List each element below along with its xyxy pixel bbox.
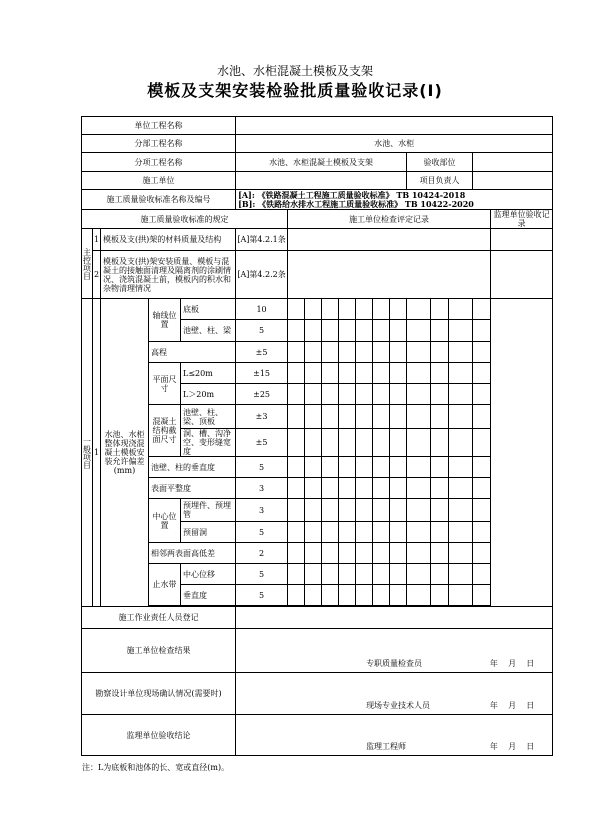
check-cell[interactable]: [449, 405, 473, 429]
project-manager-value[interactable]: [473, 172, 553, 190]
check-cell[interactable]: [373, 478, 390, 499]
check-cell[interactable]: [431, 384, 449, 405]
check-cell[interactable]: [305, 384, 322, 405]
check-cell[interactable]: [407, 564, 431, 585]
check-cell[interactable]: [390, 564, 407, 585]
unit-project-value[interactable]: [236, 117, 553, 135]
check-cell[interactable]: [407, 457, 431, 478]
check-cell[interactable]: [356, 429, 373, 457]
vertical-label: 池壁、柱的垂直度: [149, 457, 236, 478]
check-cell[interactable]: [305, 405, 322, 429]
waterstop-b-label: 垂直度: [181, 585, 236, 606]
check-cell[interactable]: [356, 363, 373, 384]
check-cell[interactable]: [431, 478, 449, 499]
construction-check-column-header: 施工单位检查评定记录: [288, 210, 491, 229]
acceptance-part-value[interactable]: [473, 153, 553, 172]
check-cell[interactable]: [449, 522, 473, 543]
supervision-signature-line: [236, 742, 552, 751]
subdivision-project-value[interactable]: 水池、水柜混凝土模板及支架: [236, 153, 407, 172]
check-cell[interactable]: [473, 585, 491, 606]
check-cell[interactable]: [339, 522, 356, 543]
check-cell[interactable]: [473, 320, 491, 342]
check-cell[interactable]: [449, 478, 473, 499]
section-b-label: 洞、槽、沟净空、变形缝宽度: [181, 429, 236, 457]
check-cell[interactable]: [473, 522, 491, 543]
check-cell[interactable]: [356, 499, 373, 522]
check-cell[interactable]: [431, 564, 449, 585]
check-cell[interactable]: [373, 363, 390, 384]
check-cell[interactable]: [305, 429, 322, 457]
check-cell[interactable]: [431, 299, 449, 320]
center-b-label: 预留洞: [181, 522, 236, 543]
check-cell[interactable]: [407, 585, 431, 606]
check-cell[interactable]: [390, 320, 407, 342]
general-group-label: 水池、水柜整体现浇混凝土模板安装允许偏差(mm): [101, 299, 149, 607]
check-cell[interactable]: [288, 342, 305, 363]
check-cell[interactable]: [356, 320, 373, 342]
check-cell[interactable]: [322, 299, 339, 320]
check-cell[interactable]: [339, 342, 356, 363]
check-cell[interactable]: [305, 543, 322, 564]
check-cell[interactable]: [473, 363, 491, 384]
main-control-label: 主控项目: [82, 229, 93, 299]
tolerance-value: ±25: [236, 384, 288, 405]
month-label: 月: [508, 701, 517, 710]
check-cell[interactable]: [339, 585, 356, 606]
worker-registry-label: 施工作业责任人员登记: [82, 607, 236, 629]
check-cell[interactable]: [431, 522, 449, 543]
check-cell[interactable]: [473, 405, 491, 429]
check-cell[interactable]: [288, 363, 305, 384]
check-cell[interactable]: [407, 543, 431, 564]
check-cell[interactable]: [473, 342, 491, 363]
unit-project-label: 单位工程名称: [82, 117, 236, 135]
plane-l1-label: L≤20m: [181, 363, 236, 384]
construction-unit-label: 施工单位: [82, 172, 236, 190]
check-cell[interactable]: [373, 499, 390, 522]
check-cell[interactable]: [305, 342, 322, 363]
elevation-label: 高程: [149, 342, 236, 363]
check-cell[interactable]: [473, 478, 491, 499]
check-cell[interactable]: [449, 429, 473, 457]
construction-result-label: 施工单位检查结果: [82, 629, 236, 673]
tolerance-value: 2: [236, 543, 288, 564]
tolerance-value: ±5: [236, 429, 288, 457]
check-cell[interactable]: [356, 522, 373, 543]
spec-column-header: 施工质量验收标准的规定: [82, 210, 288, 229]
check-cell[interactable]: [322, 478, 339, 499]
check-cell[interactable]: [356, 585, 373, 606]
check-cell[interactable]: [339, 543, 356, 564]
center-a-label: 预埋件、预埋管: [181, 499, 236, 522]
waterstop-a-label: 中心位移: [181, 564, 236, 585]
survey-design-value[interactable]: [236, 673, 553, 715]
main-item-check[interactable]: [288, 229, 491, 251]
form-title: 模板及支架安装检验批质量验收记录(Ⅰ): [147, 81, 443, 100]
check-cell[interactable]: [305, 457, 322, 478]
check-cell[interactable]: [449, 320, 473, 342]
day-label: 日: [526, 701, 535, 710]
check-cell[interactable]: [449, 363, 473, 384]
check-cell[interactable]: [373, 405, 390, 429]
standard-b: [B]: 《铁路给水排水工程施工质量验收标准》 TB 10422-2020: [238, 198, 474, 209]
check-cell[interactable]: [356, 299, 373, 320]
month-label: 月: [508, 742, 517, 751]
general-items-label: 一般项目: [82, 299, 93, 607]
check-cell[interactable]: [390, 585, 407, 606]
check-cell[interactable]: [305, 499, 322, 522]
check-cell[interactable]: [390, 299, 407, 320]
quality-inspector-label: 专职质量检查员: [366, 659, 423, 668]
day-label: 日: [526, 659, 535, 668]
check-cell[interactable]: [390, 499, 407, 522]
check-cell[interactable]: [339, 299, 356, 320]
check-cell[interactable]: [431, 320, 449, 342]
check-cell[interactable]: [431, 543, 449, 564]
subdivision-project-label: 分项工程名称: [82, 153, 236, 172]
year-label: 年: [489, 659, 498, 668]
general-item-no: 1: [93, 299, 101, 607]
month-label: 月: [508, 659, 517, 668]
check-cell[interactable]: [339, 384, 356, 405]
check-cell[interactable]: [288, 585, 305, 606]
check-cell[interactable]: [288, 429, 305, 457]
check-cell[interactable]: [356, 457, 373, 478]
check-cell[interactable]: [390, 478, 407, 499]
check-cell[interactable]: [356, 543, 373, 564]
main-item-ref: [A]第4.2.2条: [236, 251, 288, 299]
check-cell[interactable]: [473, 384, 491, 405]
tolerance-value: ±15: [236, 363, 288, 384]
check-cell[interactable]: [373, 320, 390, 342]
construction-unit-value[interactable]: [236, 172, 407, 190]
construction-result-value[interactable]: [236, 629, 553, 673]
adjacent-label: 相邻两表面高低差: [149, 543, 236, 564]
check-cell[interactable]: [288, 320, 305, 342]
worker-registry-value[interactable]: [236, 607, 553, 629]
year-label: 年: [489, 742, 498, 751]
survey-signature-line: [236, 701, 552, 710]
tolerance-value: 5: [236, 320, 288, 342]
tolerance-value: 3: [236, 478, 288, 499]
check-cell[interactable]: [322, 585, 339, 606]
form-subtitle: 水池、水柜混凝土模板及支架: [216, 64, 373, 78]
tolerance-value: 5: [236, 457, 288, 478]
check-cell[interactable]: [322, 564, 339, 585]
check-cell[interactable]: [339, 564, 356, 585]
footnote: 注：L为底板和池体的长、宽或直径(m)。: [82, 763, 230, 772]
axis-wall-label: 池壁、柱、梁: [181, 320, 236, 342]
check-cell[interactable]: [390, 457, 407, 478]
check-cell[interactable]: [322, 320, 339, 342]
check-cell[interactable]: [449, 543, 473, 564]
waterstop-label: 止水带: [149, 564, 181, 606]
tolerance-value: 5: [236, 585, 288, 606]
check-cell[interactable]: [449, 384, 473, 405]
check-cell[interactable]: [322, 384, 339, 405]
check-cell[interactable]: [339, 429, 356, 457]
check-cell[interactable]: [473, 564, 491, 585]
check-cell[interactable]: [288, 299, 305, 320]
check-cell[interactable]: [473, 543, 491, 564]
center-position-label: 中心位置: [149, 499, 181, 543]
check-cell[interactable]: [407, 320, 431, 342]
check-cell[interactable]: [473, 429, 491, 457]
tolerance-value: 3: [236, 499, 288, 522]
axis-bottom-label: 底板: [181, 299, 236, 320]
check-cell[interactable]: [356, 384, 373, 405]
tolerance-value: ±3: [236, 405, 288, 429]
check-cell[interactable]: [390, 429, 407, 457]
check-cell[interactable]: [322, 499, 339, 522]
date-line: [490, 659, 534, 668]
acceptance-form-table: [81, 116, 553, 756]
check-cell[interactable]: [407, 342, 431, 363]
main-item-text: 模板及支(拱)架的材料质量及结构: [101, 229, 236, 251]
check-cell[interactable]: [473, 457, 491, 478]
section-size-label: 混凝土结构截面尺寸: [149, 405, 181, 457]
axis-position-label: 轴线位置: [149, 299, 181, 342]
section-a-label: 池壁、柱、梁、顶板: [181, 405, 236, 429]
plane-size-label: 平面尺寸: [149, 363, 181, 405]
plane-l2-label: L＞20m: [181, 384, 236, 405]
check-cell[interactable]: [339, 363, 356, 384]
check-cell[interactable]: [339, 320, 356, 342]
check-cell[interactable]: [407, 363, 431, 384]
check-cell[interactable]: [305, 564, 322, 585]
check-cell[interactable]: [390, 384, 407, 405]
construction-signature-line: [236, 659, 552, 668]
project-manager-label: 项目负责人: [407, 172, 473, 190]
check-cell[interactable]: [288, 405, 305, 429]
tech-person-label: 现场专业技术人员: [366, 701, 431, 710]
date-line: [490, 701, 534, 710]
check-cell[interactable]: [288, 384, 305, 405]
check-cell[interactable]: [373, 522, 390, 543]
tolerance-value: 10: [236, 299, 288, 320]
check-cell[interactable]: [473, 299, 491, 320]
main-item-check[interactable]: [288, 251, 491, 299]
check-cell[interactable]: [407, 499, 431, 522]
supervision-column-header: 监理单位验收记录: [491, 210, 553, 229]
main-item-supervision[interactable]: [491, 251, 553, 299]
tolerance-value: 5: [236, 564, 288, 585]
check-cell[interactable]: [288, 457, 305, 478]
check-cell[interactable]: [431, 429, 449, 457]
check-cell[interactable]: [390, 363, 407, 384]
main-item-text: 模板及支(拱)架安装质量、模板与混凝土的接触面清理及隔离剂的涂刷情况、浇筑混凝土前，模板内的积水和杂物清理情况: [101, 251, 236, 299]
standard-a: [A]: 《铁路混凝土工程施工质量验收标准》 TB 10424-2018: [238, 189, 466, 200]
check-cell[interactable]: [431, 457, 449, 478]
standard-list: [236, 190, 553, 210]
check-cell[interactable]: [322, 429, 339, 457]
check-cell[interactable]: [339, 499, 356, 522]
check-cell[interactable]: [407, 299, 431, 320]
acceptance-part-label: 验收部位: [407, 153, 473, 172]
check-cell[interactable]: [339, 478, 356, 499]
check-cell[interactable]: [288, 522, 305, 543]
survey-design-label: 勘察设计单位现场确认情况(需要时): [82, 673, 236, 715]
check-cell[interactable]: [373, 585, 390, 606]
check-cell[interactable]: [288, 499, 305, 522]
standard-label: 施工质量验收标准名称及编号: [82, 190, 236, 210]
check-cell[interactable]: [449, 585, 473, 606]
check-cell[interactable]: [356, 564, 373, 585]
check-cell[interactable]: [322, 405, 339, 429]
main-item-no: 1: [93, 229, 101, 251]
check-cell[interactable]: [431, 499, 449, 522]
check-cell[interactable]: [473, 499, 491, 522]
check-cell[interactable]: [322, 363, 339, 384]
check-cell[interactable]: [431, 363, 449, 384]
check-cell[interactable]: [356, 405, 373, 429]
check-cell[interactable]: [407, 405, 431, 429]
date-line: [490, 742, 534, 751]
main-item-ref: [A]第4.2.1条: [236, 229, 288, 251]
check-cell[interactable]: [390, 543, 407, 564]
main-item-no: 2: [93, 251, 101, 299]
check-cell[interactable]: [339, 457, 356, 478]
check-cell[interactable]: [288, 543, 305, 564]
day-label: 日: [526, 742, 535, 751]
flatness-label: 表面平整度: [149, 478, 236, 499]
check-cell[interactable]: [390, 342, 407, 363]
check-cell[interactable]: [305, 522, 322, 543]
check-cell[interactable]: [339, 405, 356, 429]
check-cell[interactable]: [305, 299, 322, 320]
check-cell[interactable]: [390, 522, 407, 543]
check-cell[interactable]: [305, 363, 322, 384]
check-cell[interactable]: [305, 320, 322, 342]
check-cell[interactable]: [288, 564, 305, 585]
check-cell[interactable]: [431, 342, 449, 363]
check-cell[interactable]: [407, 522, 431, 543]
check-cell[interactable]: [322, 543, 339, 564]
check-cell[interactable]: [449, 342, 473, 363]
check-cell[interactable]: [322, 522, 339, 543]
supervision-conclusion-label: 监理单位验收结论: [82, 715, 236, 756]
year-label: 年: [489, 701, 498, 710]
check-cell[interactable]: [322, 457, 339, 478]
division-project-label: 分部工程名称: [82, 135, 236, 153]
supervision-conclusion-value[interactable]: [236, 715, 553, 756]
check-cell[interactable]: [305, 478, 322, 499]
check-cell[interactable]: [407, 429, 431, 457]
check-cell[interactable]: [322, 342, 339, 363]
supervisor-label: 监理工程师: [366, 742, 407, 751]
check-cell[interactable]: [449, 564, 473, 585]
check-cell[interactable]: [431, 405, 449, 429]
check-cell[interactable]: [356, 478, 373, 499]
check-cell[interactable]: [449, 457, 473, 478]
general-supervision-record[interactable]: [491, 299, 553, 607]
check-cell[interactable]: [373, 457, 390, 478]
check-cell[interactable]: [390, 405, 407, 429]
check-cell[interactable]: [373, 543, 390, 564]
check-cell[interactable]: [373, 429, 390, 457]
division-project-value[interactable]: 水池、水柜: [236, 135, 553, 153]
check-cell[interactable]: [288, 478, 305, 499]
check-cell[interactable]: [305, 585, 322, 606]
tolerance-value: 5: [236, 522, 288, 543]
check-cell[interactable]: [373, 342, 390, 363]
check-cell[interactable]: [407, 384, 431, 405]
check-cell[interactable]: [356, 342, 373, 363]
tolerance-value: ±5: [236, 342, 288, 363]
check-cell[interactable]: [449, 499, 473, 522]
check-cell[interactable]: [373, 299, 390, 320]
check-cell[interactable]: [431, 585, 449, 606]
check-cell[interactable]: [373, 384, 390, 405]
check-cell[interactable]: [449, 299, 473, 320]
main-item-supervision[interactable]: [491, 229, 553, 251]
check-cell[interactable]: [407, 478, 431, 499]
check-cell[interactable]: [373, 564, 390, 585]
